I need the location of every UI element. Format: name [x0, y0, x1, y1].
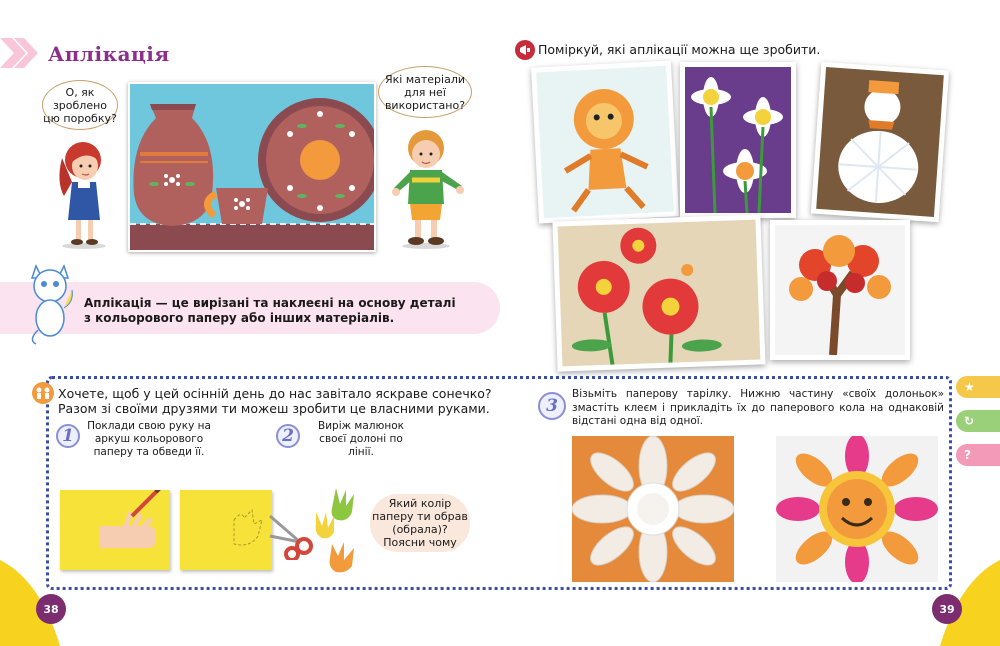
girl-speech-bubble: О, як зроблено цю поробку? — [42, 80, 118, 130]
page-number-right: 39 — [932, 594, 962, 624]
cat-mascot-icon — [22, 256, 78, 346]
photo-daisies-applique — [680, 62, 796, 218]
boy-speech-bubble: Які матеріали для неї використано? — [378, 66, 472, 118]
photo-lion-applique — [531, 60, 679, 223]
activity-intro-line-2: Разом зі своїми друзями ти можеш зробити це власними руками. — [58, 401, 490, 416]
yellow-paper-outline — [180, 490, 272, 570]
paper-hands-icon — [312, 484, 372, 574]
photo-paper-plate-hands — [572, 436, 734, 582]
photo-snowman-applique — [811, 62, 949, 223]
star-icon: ★ — [964, 380, 975, 394]
step-3-text: Візьміть паперову тарілку. Нижню частину «своїх долоньок» змастіть клеєм і прикладіть їх до паперового кола на однаковій відстані одна від одної. — [572, 388, 944, 427]
page-title: Аплікація — [48, 42, 170, 66]
group-work-icon — [32, 382, 54, 404]
paper-color-question-bubble: Який колір паперу ти обрав (обрала)? Поясни чому — [370, 494, 470, 552]
step-1-text: Поклади свою руку на аркуш кольорового паперу та обведи її. — [87, 420, 211, 458]
megaphone-icon — [515, 40, 535, 60]
question-icon: ? — [964, 448, 971, 462]
think-prompt: Поміркуй, які аплікації можна ще зробити. — [538, 42, 821, 57]
girl-illustration — [48, 134, 118, 250]
applique-pottery-image — [128, 82, 376, 252]
definition-line-1: Аплікація — це вирізані та наклеєні на основу деталі — [84, 296, 456, 310]
refresh-tab[interactable] — [956, 410, 1000, 432]
step-2-text: Виріж малюнок своєї долоні по лінії. — [318, 420, 404, 458]
chevron-decoration — [0, 38, 40, 68]
yellow-paper-tracing — [60, 490, 170, 570]
boy-illustration — [384, 124, 468, 250]
definition-text — [84, 296, 456, 326]
photo-red-flowers-applique — [552, 214, 765, 371]
step-1-number: 1 — [56, 424, 80, 448]
photo-sun-applique — [776, 436, 938, 582]
definition-line-2: з кольорового паперу або інших матеріалів. — [84, 311, 395, 325]
scissors-icon — [266, 510, 316, 560]
star-tab[interactable] — [956, 376, 1000, 398]
step-3-number: 3 — [538, 392, 566, 420]
refresh-icon: ↻ — [964, 414, 975, 428]
question-tab[interactable] — [956, 444, 1000, 466]
photo-autumn-tree-applique — [770, 220, 910, 360]
page-number-left: 38 — [36, 594, 66, 624]
step-2-number: 2 — [276, 424, 300, 448]
activity-intro — [58, 386, 492, 416]
activity-intro-line-1: Хочете, щоб у цей осінній день до нас завітало яскраве сонечко? — [58, 386, 492, 401]
